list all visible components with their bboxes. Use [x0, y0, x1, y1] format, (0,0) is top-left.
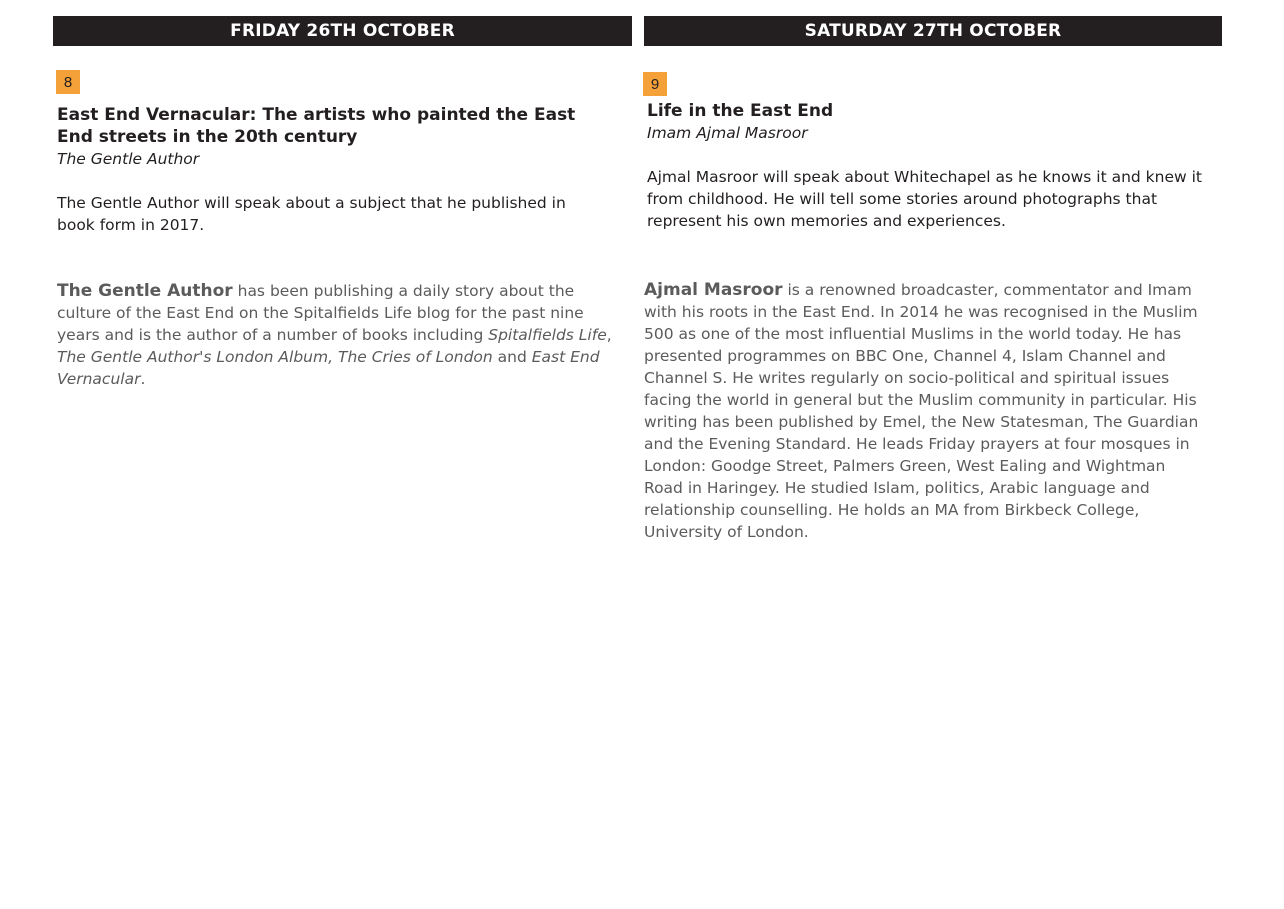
- event-title: Life in the East End: [647, 101, 834, 121]
- event-title: East End Vernacular: The artists who painted the East End streets in the 20th century: [57, 105, 576, 147]
- speaker-bio: [57, 280, 617, 390]
- saturday-column: [644, 16, 1222, 541]
- event-speaker: The Gentle Author: [57, 150, 200, 168]
- friday-column: [53, 16, 632, 388]
- bio-book-title: The Gentle Author's London Album,: [57, 348, 334, 366]
- bio-book-title: The Cries of London: [337, 348, 493, 366]
- bio-text: has been publishing a daily story about the culture of the East End on the Spitalfields Life blog for the past nine years and is the author of a number of books including: [57, 282, 584, 344]
- bio-book-title: East End Vernacular: [57, 348, 600, 388]
- bio-separator: and: [492, 348, 532, 366]
- friday-header: FRIDAY 26TH OCTOBER: [53, 16, 632, 46]
- event-description: Ajmal Masroor will speak about Whitechapel as he knows it and knew it from childhood. He will tell some stories around photographs that represent his own memories and experiences.: [647, 168, 1203, 230]
- event-speaker: Imam Ajmal Masroor: [647, 124, 808, 142]
- bio-book-title: Spitalfields Life: [488, 326, 607, 344]
- bio-separator: ,: [606, 326, 612, 344]
- bio-speaker-name: Ajmal Masroor: [644, 280, 783, 300]
- bio-end: .: [140, 370, 146, 388]
- event-description: The Gentle Author will speak about a subject that he published in book form in 2017.: [57, 194, 566, 234]
- bio-text: is a renowned broadcaster, commentator and Imam with his roots in the East End. In 2014 he was recognised in the Muslim 500 as one of the most influential Muslims in the world today. He has presented programmes on BBC One, Channel 4, Islam Channel and Channel S. He writes regularly on socio-political and spiritual issues facing the world in general but the Muslim community in particular. His writing has been published by Emel, the New Statesman, The Guardian and the Evening Standard. He leads Friday prayers at four mosques in London: Goodge Street, Palmers Green, West Ealing and Wightman Road in Haringey. He studied Islam, politics, Arabic language and relationship counselling. He holds an MA from Birkbeck College, University of London.: [644, 281, 1199, 541]
- bio-speaker-name: The Gentle Author: [57, 281, 233, 301]
- event-number-badge: 8: [56, 70, 80, 94]
- speaker-bio: [644, 279, 1204, 543]
- saturday-header: SATURDAY 27TH OCTOBER: [644, 16, 1222, 46]
- event-number-badge: 9: [643, 72, 667, 96]
